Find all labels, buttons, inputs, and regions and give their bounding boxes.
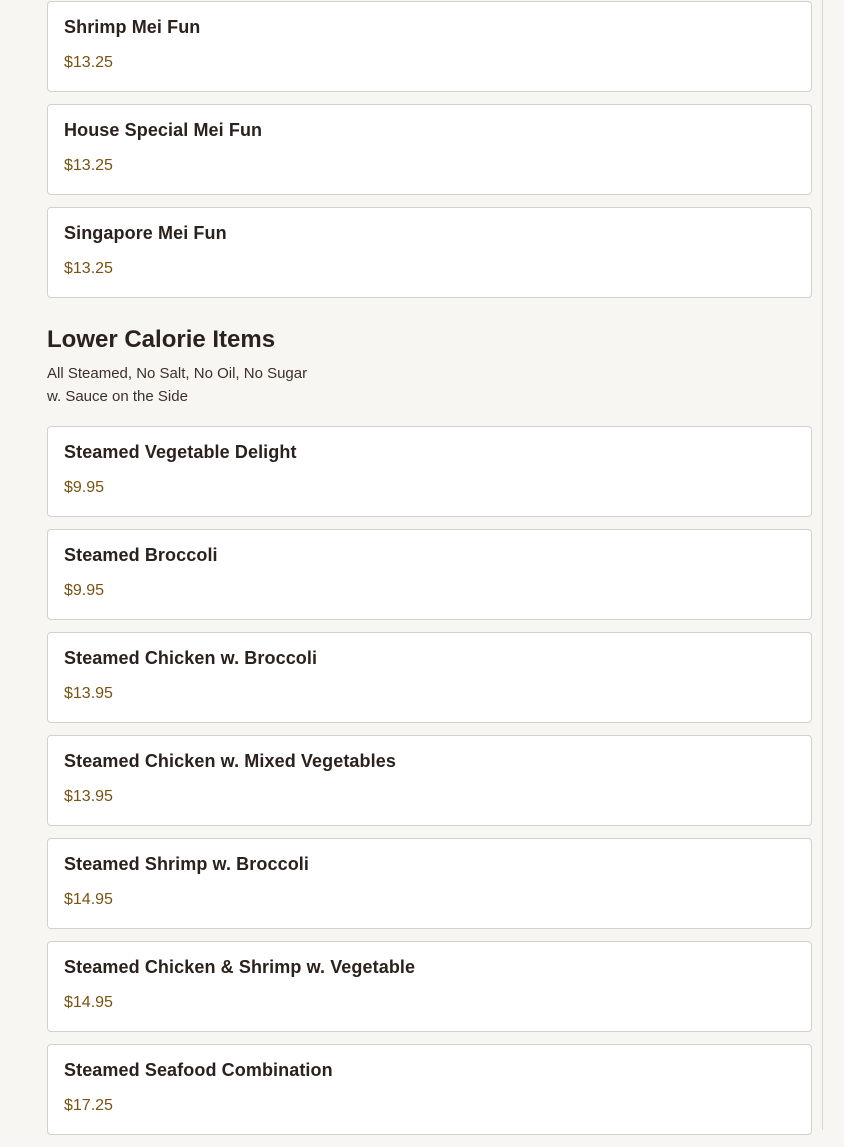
menu-item-card[interactable] (47, 941, 812, 1032)
item-name: Shrimp Mei Fun (64, 17, 201, 37)
description-line: All Steamed, No Salt, No Oil, No Sugar (47, 365, 308, 382)
menu-item-card[interactable] (47, 1044, 812, 1135)
item-name: Steamed Chicken w. Broccoli (64, 648, 318, 668)
menu-item-card[interactable] (47, 207, 812, 298)
item-price: $13.25 (64, 54, 113, 71)
item-price: $13.25 (64, 260, 113, 277)
section-title: Lower Calorie Items (47, 326, 276, 353)
item-name: Steamed Broccoli (64, 545, 218, 565)
item-price: $9.95 (64, 582, 105, 599)
menu-item-card[interactable] (47, 426, 812, 517)
item-name: Steamed Chicken w. Mixed Vegetables (64, 751, 396, 771)
item-price: $14.95 (64, 994, 113, 1011)
item-name: Steamed Vegetable Delight (64, 442, 297, 462)
mei-fun-items (47, 1, 812, 298)
menu-item-card[interactable] (47, 838, 812, 929)
lower-calorie-section (47, 324, 812, 1135)
item-price: $14.95 (64, 891, 113, 908)
item-price: $9.95 (64, 479, 105, 496)
menu-item-card[interactable] (47, 1, 812, 92)
menu-item-card[interactable] (47, 104, 812, 195)
item-name: Steamed Chicken & Shrimp w. Vegetable (64, 957, 416, 977)
item-price: $13.95 (64, 788, 113, 805)
menu-item-card[interactable] (47, 529, 812, 620)
menu-item-card[interactable] (47, 632, 812, 723)
menu-content (47, 1, 812, 1147)
item-name: Steamed Seafood Combination (64, 1060, 333, 1080)
section-description (47, 362, 812, 408)
item-name: Singapore Mei Fun (64, 223, 227, 243)
item-name: House Special Mei Fun (64, 120, 263, 140)
item-price: $13.95 (64, 685, 113, 702)
menu-item-card[interactable] (47, 735, 812, 826)
item-name: Steamed Shrimp w. Broccoli (64, 854, 309, 874)
description-line: w. Sauce on the Side (47, 388, 188, 405)
item-price: $17.25 (64, 1097, 113, 1114)
item-price: $13.25 (64, 157, 113, 174)
